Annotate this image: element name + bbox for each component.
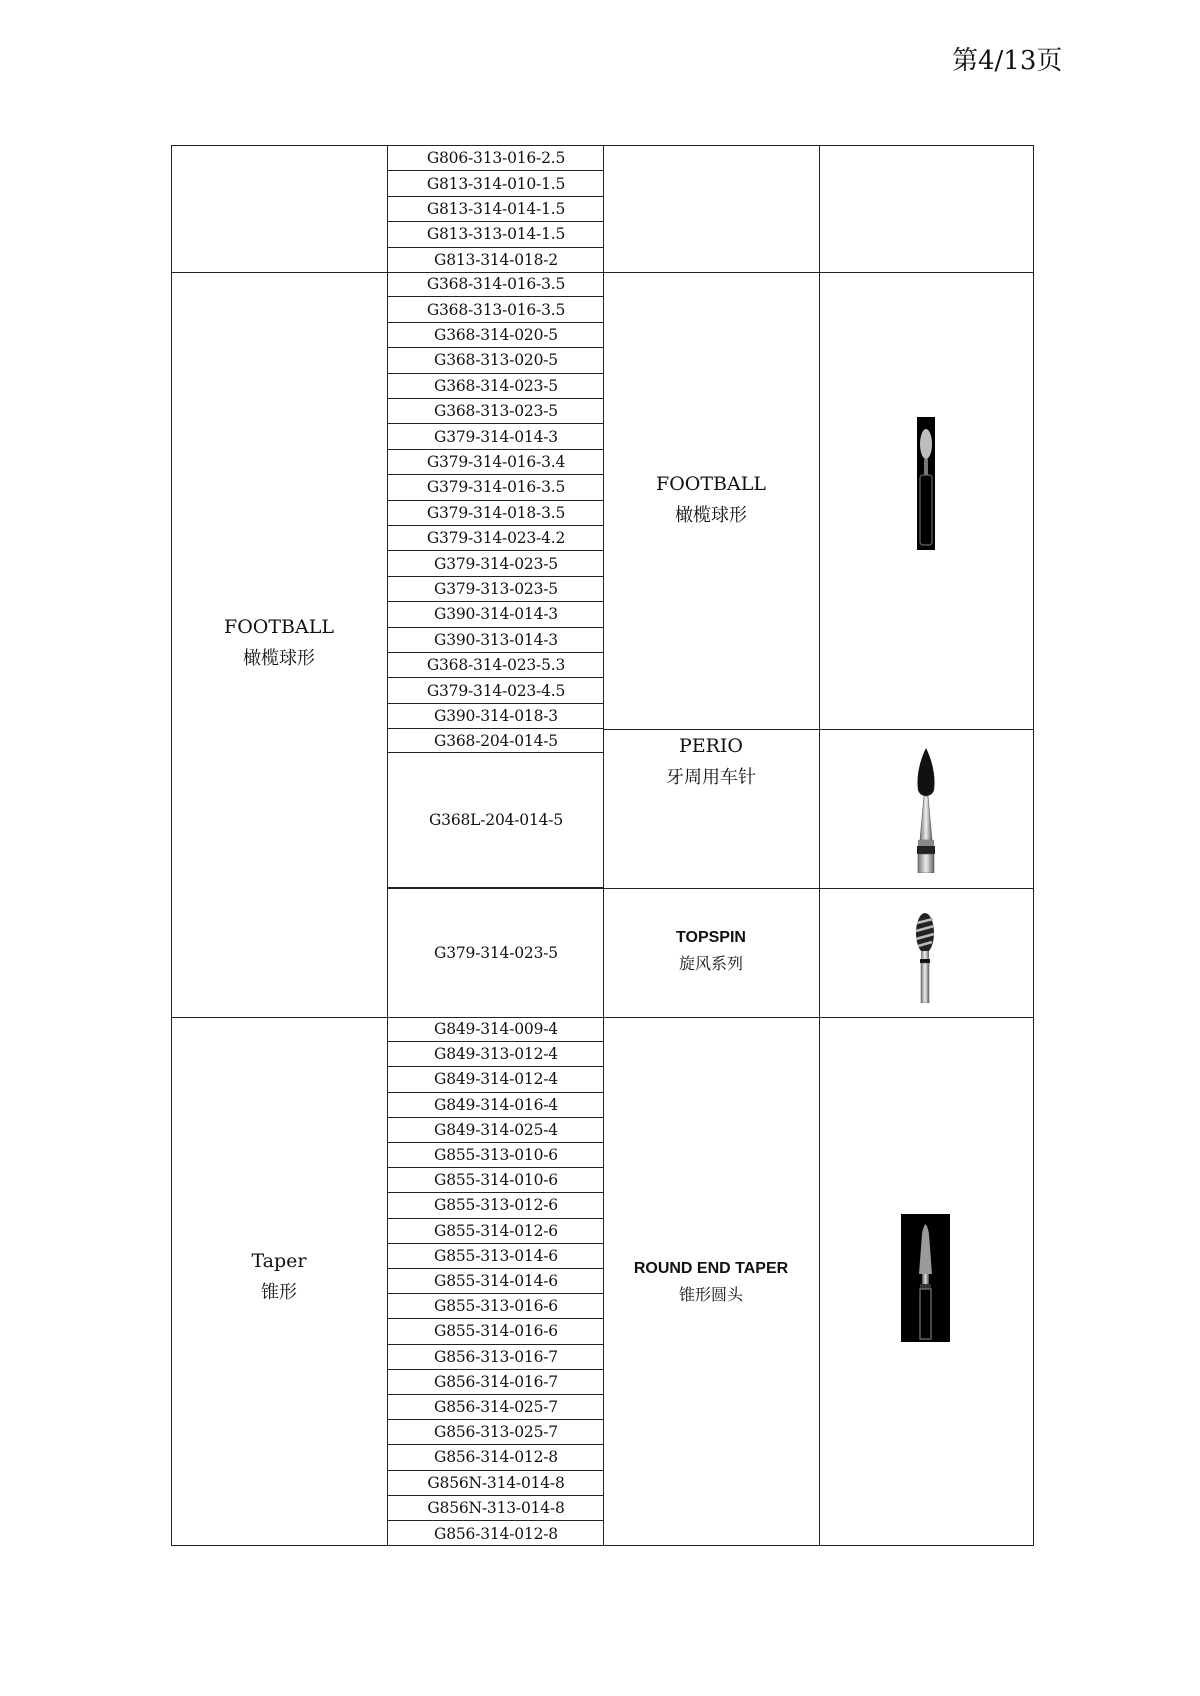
- product-code-cell: G855-313-016-6: [388, 1294, 604, 1319]
- product-code-cell: G813-313-014-1.5: [388, 222, 604, 247]
- shape-name-en: ROUND END TAPER: [633, 1260, 789, 1277]
- product-code-cell: G379-313-023-5: [388, 577, 604, 602]
- product-code-cell: G368-313-020-5: [388, 348, 604, 373]
- football-bur-icon: [917, 417, 935, 550]
- product-code-cell: G813-314-010-1.5: [388, 171, 604, 196]
- product-code-cell: G849-314-009-4: [388, 1017, 604, 1042]
- column-divider: [819, 145, 820, 1546]
- topspin-shape-label: [603, 929, 819, 974]
- product-code-cell: G379-314-018-3.5: [388, 501, 604, 526]
- category-name-zh: 橄榄球形: [243, 648, 315, 669]
- product-code-cell: G368-314-023-5: [388, 374, 604, 399]
- product-code-cell: G856-313-016-7: [388, 1345, 604, 1370]
- product-code-cell: G849-314-012-4: [388, 1067, 604, 1092]
- product-code-cell: G368L-204-014-5: [388, 753, 604, 888]
- taper-shape-label: [603, 1260, 819, 1305]
- product-code-cell: G855-314-014-6: [388, 1269, 604, 1294]
- product-code-cell: G855-314-012-6: [388, 1219, 604, 1244]
- product-code-cell: G855-313-010-6: [388, 1143, 604, 1168]
- product-code-cell: G855-314-010-6: [388, 1168, 604, 1193]
- product-code-cell: G379-314-014-3: [388, 424, 604, 449]
- product-code-cell: G368-313-023-5: [388, 399, 604, 424]
- product-code-cell: G856N-313-014-8: [388, 1496, 604, 1521]
- product-code-cell: G390-314-018-3: [388, 704, 604, 729]
- group-divider: [603, 729, 1034, 730]
- product-code-cell: G379-314-023-5: [388, 551, 604, 576]
- product-code-cell: G813-314-018-2: [434, 251, 558, 270]
- product-code-cell: G849-314-016-4: [388, 1093, 604, 1118]
- product-code-cell: G379-314-023-5: [434, 943, 558, 962]
- product-code-cell: G855-313-012-6: [388, 1193, 604, 1218]
- product-code-cell: G856-314-012-8: [434, 1524, 558, 1543]
- product-code-cell: G368-314-020-5: [388, 323, 604, 348]
- product-code-cell: G379-314-016-3.4: [388, 450, 604, 475]
- category-name-zh: 锥形: [261, 1282, 297, 1303]
- shape-name-zh: 橄榄球形: [675, 505, 747, 526]
- product-code-cell: G368-204-014-5: [388, 729, 604, 753]
- topspin-bur-icon: [913, 913, 937, 1003]
- product-code-cell: G368-314-016-3.5: [388, 272, 604, 297]
- football-category-label: [171, 616, 387, 670]
- page-number: 第4/13页: [952, 46, 1063, 76]
- perio-bur-icon: [910, 748, 942, 873]
- product-code-cell: G379-314-023-4.2: [388, 526, 604, 551]
- taper-category-label: [171, 1250, 387, 1304]
- product-code-cell: G390-313-014-3: [388, 628, 604, 653]
- product-code-cell: G856-314-025-7: [388, 1395, 604, 1420]
- shape-name-en: FOOTBALL: [656, 473, 766, 495]
- product-code-cell: G856-314-012-8: [388, 1445, 604, 1470]
- product-code-cell: G368-314-023-5.3: [388, 653, 604, 678]
- shape-name-en: PERIO: [678, 735, 744, 757]
- product-code-cell: G849-313-012-4: [388, 1042, 604, 1067]
- product-code-cell: G856-314-016-7: [388, 1370, 604, 1395]
- perio-shape-label: [603, 735, 819, 789]
- football-shape-label: [603, 473, 819, 527]
- category-name-en: Taper: [251, 1250, 307, 1272]
- product-code-cell: G390-314-014-3: [388, 602, 604, 627]
- product-code-cell: G813-314-014-1.5: [388, 197, 604, 222]
- product-code-cell: G855-313-014-6: [388, 1244, 604, 1269]
- product-code-cell: G806-313-016-2.5: [388, 146, 604, 171]
- category-name-en: FOOTBALL: [224, 616, 334, 638]
- product-code-cell: G368-313-016-3.5: [388, 297, 604, 322]
- product-code-cell: G855-314-016-6: [388, 1319, 604, 1344]
- shape-name-zh: 旋风系列: [678, 954, 743, 973]
- product-code-cell: G849-314-025-4: [388, 1118, 604, 1143]
- shape-name-zh: 锥形圆头: [678, 1285, 743, 1304]
- taper-bur-icon: [901, 1214, 950, 1342]
- shape-name-en: TOPSPIN: [676, 929, 746, 946]
- product-code-cell: G856-313-025-7: [388, 1420, 604, 1445]
- product-code-cell: G379-314-023-4.5: [388, 678, 604, 703]
- shape-name-zh: 牙周用车针: [666, 767, 756, 788]
- product-code-cell: G379-314-016-3.5: [388, 475, 604, 500]
- product-code-cell: G856N-314-014-8: [388, 1471, 604, 1496]
